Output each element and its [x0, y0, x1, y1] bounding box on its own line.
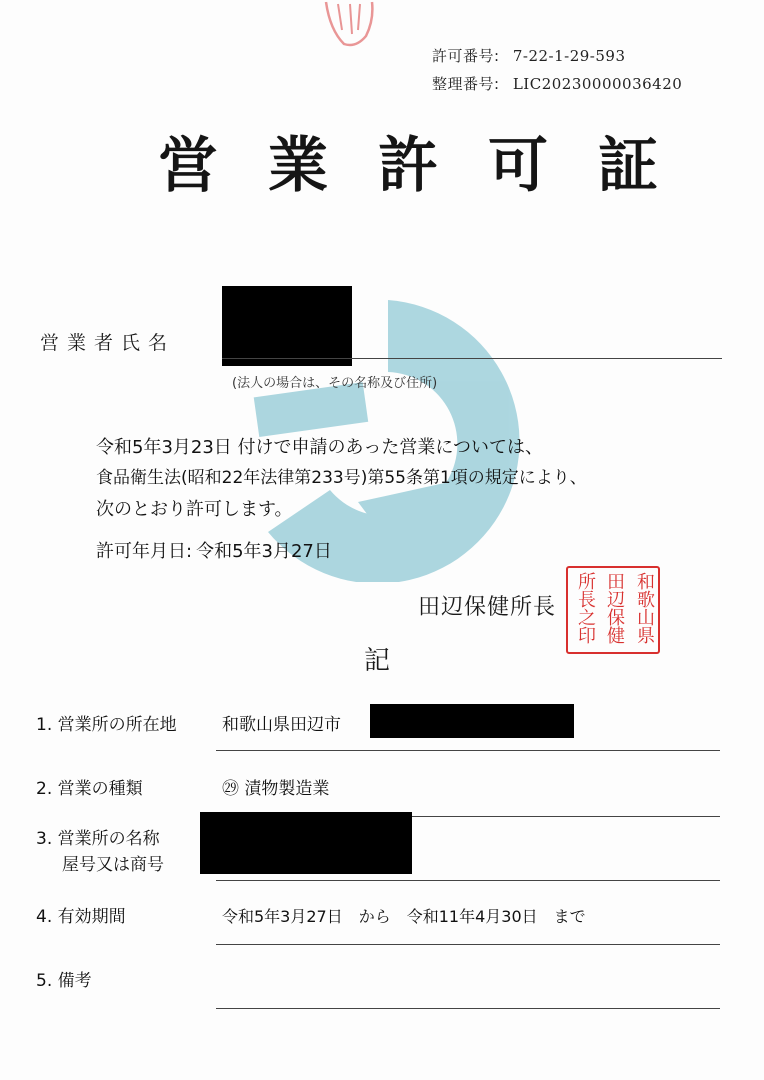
title-char: 営 [158, 131, 218, 201]
permit-number: 7-22-1-29-593 [512, 47, 626, 65]
item-4-label: 4. 有効期間 [36, 907, 126, 927]
statement-line-3: 次のとおり許可します。 [96, 499, 293, 520]
item-5-underline [216, 1008, 720, 1009]
statement-line-2: 食品衛生法(昭和22年法律第233号)第55条第1項の規定により、 [96, 468, 587, 488]
permit-date-value: 令和5年3月27日 [196, 541, 332, 562]
permit-number-label: 許可番号: [432, 47, 500, 65]
item-5-label: 5. 備考 [36, 971, 92, 991]
seal-column: 田辺保健 [604, 572, 625, 644]
applicant-label: 営業者氏名 [40, 332, 176, 354]
item-2-label: 2. 営業の種類 [36, 779, 143, 799]
seal-column: 所長之印 [575, 572, 596, 644]
applicant-underline [222, 358, 722, 359]
item-3-underline [216, 880, 720, 881]
official-seal [566, 566, 660, 654]
item-1-label: 1. 営業所の所在地 [36, 715, 177, 735]
reference-number: LIC20230000036420 [512, 75, 683, 93]
applicant-note: (法人の場合は、その名称及び住所) [232, 376, 438, 391]
reference-number-row [432, 73, 682, 94]
title-char: 可 [488, 131, 548, 201]
title-char: 業 [268, 131, 328, 201]
item-3-label-line-1: 3. 営業所の名称 [36, 829, 160, 849]
seal-column: 和歌山県 [634, 572, 655, 644]
title-char: 許 [378, 131, 438, 201]
redacted-applicant-name [222, 286, 352, 366]
item-3-label-line-2: 屋号又は商号 [62, 855, 164, 875]
statement-line-1: 令和5年3月23日 付けで申請のあった営業については、 [96, 437, 543, 458]
permit-date-label: 許可年月日: [96, 541, 193, 562]
redacted-address [370, 704, 574, 738]
ki-heading: 記 [364, 646, 391, 676]
top-stamp-fragment [322, 0, 378, 48]
item-1-underline [216, 750, 720, 751]
document-title [133, 118, 683, 204]
permit-number-row [432, 45, 626, 66]
title-char: 証 [598, 131, 658, 201]
reference-number-label: 整理番号: [432, 75, 500, 93]
item-4-underline [216, 944, 720, 945]
item-1-value: 和歌山県田辺市 [222, 715, 341, 735]
redacted-business-name [200, 812, 412, 874]
item-4-value: 令和5年3月27日 から 令和11年4月30日 まで [222, 907, 586, 926]
permit-date-row [96, 536, 332, 567]
item-2-value: ㉙ 漬物製造業 [222, 779, 330, 799]
issuer-name: 田辺保健所長 [418, 595, 557, 620]
